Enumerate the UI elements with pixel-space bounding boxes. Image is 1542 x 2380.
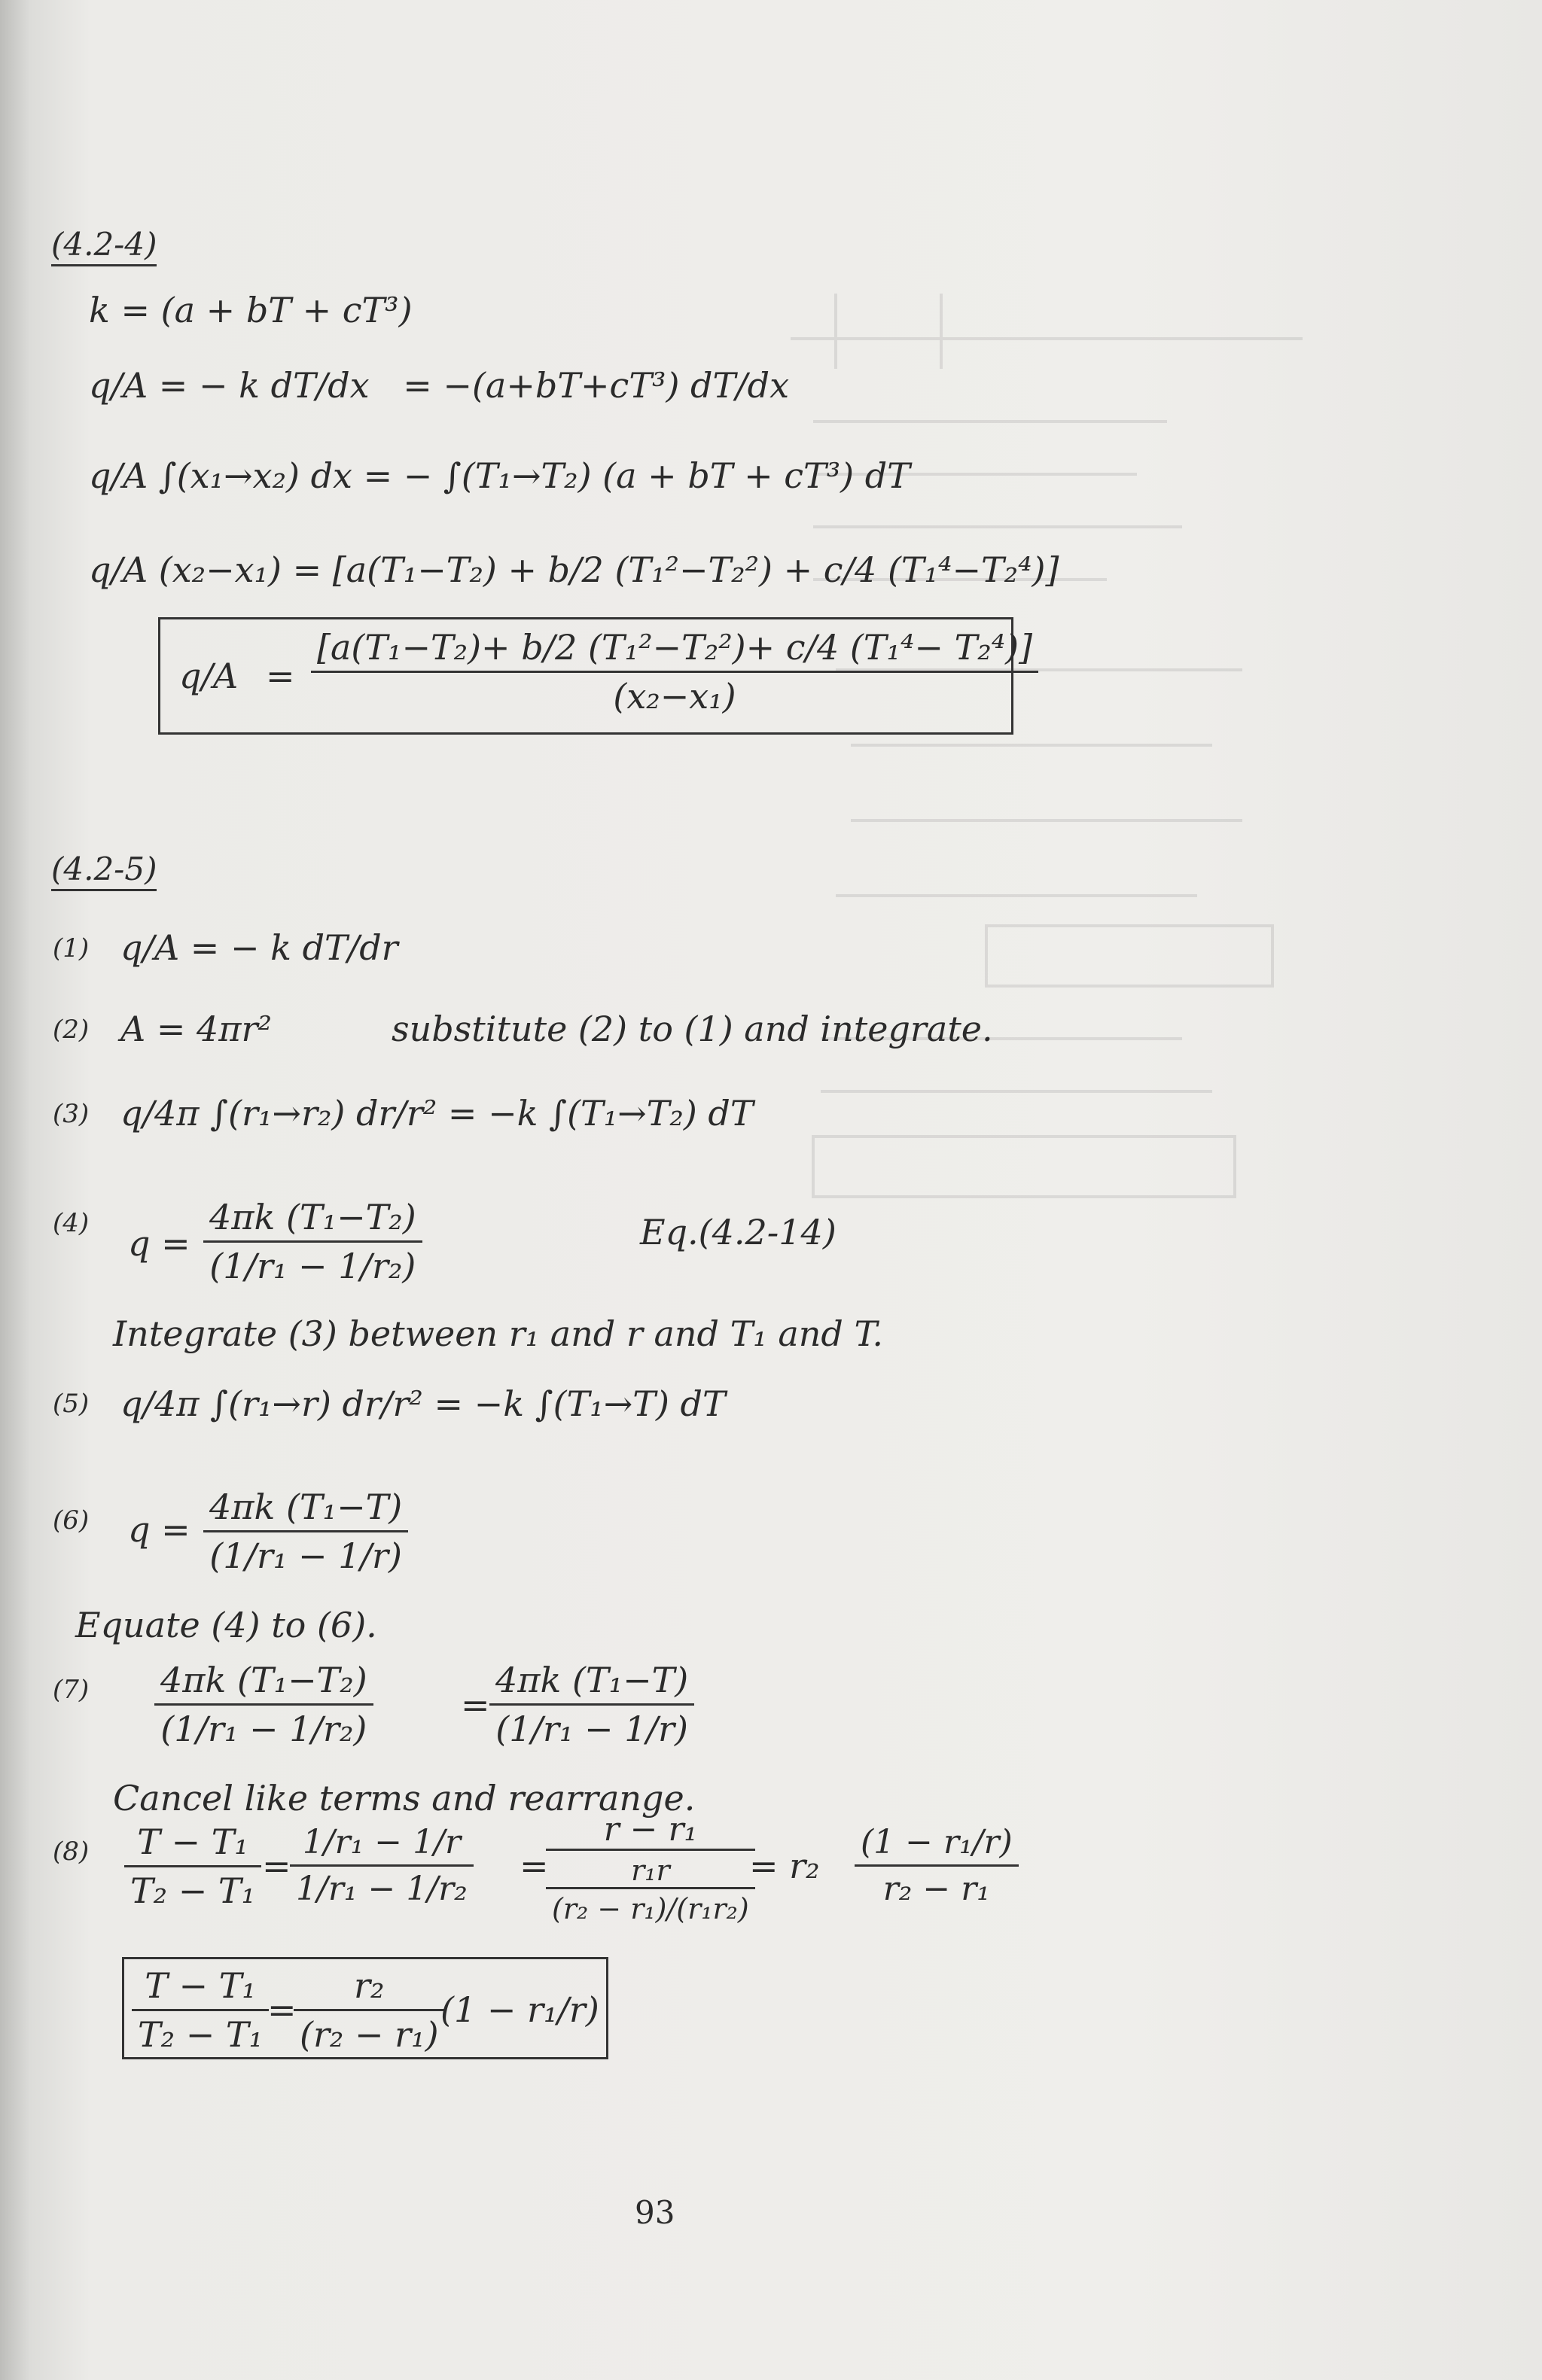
step-8-c-denominator: (r₂ − r₁)/(r₁r₂) xyxy=(546,1887,755,1925)
step-2-equation: A = 4πr² xyxy=(120,1009,272,1049)
step-number-1: (1) xyxy=(53,933,90,963)
integrated-equation: q/A (x₂−x₁) = [a(T₁−T₂) + b/2 (T₁²−T₂²) + c/4 (T₁⁴−T₂⁴)] xyxy=(89,549,1059,590)
step-8-a-denominator: T₂ − T₁ xyxy=(124,1865,261,1911)
step-number-2: (2) xyxy=(53,1015,90,1045)
boxed-result-4-2-5 xyxy=(122,1957,608,2059)
step-8-equals-1: = xyxy=(262,1846,291,1886)
boxed-left-denominator: T₂ − T₁ xyxy=(132,2009,269,2055)
fourier-law-lhs: q/A = − k dT/dx xyxy=(89,365,370,406)
step-3-equation: q/4π ∫(r₁→r₂) dr/r² = −k ∫(T₁→T₂) dT xyxy=(120,1093,754,1134)
boxed-right-denominator: (r₂ − r₁) xyxy=(294,2009,445,2055)
step-number-5: (5) xyxy=(53,1389,90,1419)
step-7-right-fraction xyxy=(489,1660,694,1749)
step-7-equals: = xyxy=(461,1685,490,1725)
boxed-right-fraction xyxy=(294,1965,445,2055)
boxed-left-fraction xyxy=(132,1965,269,2055)
fourier-law-rhs: = −(a+bT+cT³) dT/dx xyxy=(403,365,790,406)
step-7-right-denominator: (1/r₁ − 1/r) xyxy=(489,1703,694,1749)
step-7-note: Cancel like terms and rearrange. xyxy=(113,1778,696,1818)
integral-equation: q/A ∫(x₁→x₂) dx = − ∫(T₁→T₂) (a + bT + cT³) dT xyxy=(89,455,910,496)
step-4-reference: Eq.(4.2-14) xyxy=(640,1212,837,1252)
boxed-lhs: q/A xyxy=(179,656,239,696)
step-8-b-numerator: 1/r₁ − 1/r xyxy=(302,1823,461,1861)
step-8-b-denominator: 1/r₁ − 1/r₂ xyxy=(290,1864,474,1908)
equals-sign: = xyxy=(266,656,295,696)
step-4-note: Integrate (3) between r₁ and r and T₁ and T. xyxy=(113,1313,884,1354)
step-4-fraction xyxy=(203,1197,422,1286)
step-7-right-numerator: 4πk (T₁−T) xyxy=(495,1660,689,1700)
step-1-equation: q/A = − k dT/dr xyxy=(120,927,398,968)
step-8-c-numerator: r − r₁ xyxy=(603,1810,698,1849)
step-6-numerator: 4πk (T₁−T) xyxy=(209,1487,403,1527)
boxed-left-numerator: T − T₁ xyxy=(145,1965,256,2006)
boxed-numerator: [a(T₁−T₂)+ b/2 (T₁²−T₂²)+ c/4 (T₁⁴− T₂⁴)] xyxy=(317,627,1033,668)
step-6-q: q = xyxy=(128,1509,190,1550)
step-8-fraction-d xyxy=(855,1823,1019,1908)
step-6-denominator: (1/r₁ − 1/r) xyxy=(203,1530,408,1576)
step-8-fraction-b xyxy=(290,1823,474,1908)
boxed-tail: (1 − r₁/r) xyxy=(440,1989,599,2030)
step-7-left-numerator: 4πk (T₁−T₂) xyxy=(160,1660,367,1700)
step-6-fraction xyxy=(203,1487,408,1576)
step-number-4: (4) xyxy=(53,1208,90,1238)
problem-heading-4-2-5: (4.2-5) xyxy=(51,851,157,891)
step-8-c-mid: r₁r xyxy=(546,1849,755,1887)
step-number-8: (8) xyxy=(53,1837,90,1867)
step-8-d-numerator: (1 − r₁/r) xyxy=(861,1823,1013,1861)
boxed-result-4-2-4 xyxy=(158,617,1033,735)
step-8-d-prefix: = r₂ xyxy=(749,1846,820,1886)
fourier-law-equation xyxy=(89,365,789,406)
bleed-through-texture xyxy=(791,248,1318,1227)
step-number-6: (6) xyxy=(53,1505,90,1535)
step-4-denominator: (1/r₁ − 1/r₂) xyxy=(203,1240,422,1286)
boxed-fraction xyxy=(311,627,1038,717)
step-8-equals-2: = xyxy=(520,1846,549,1886)
boxed-right-numerator: r₂ xyxy=(354,1965,385,2006)
step-8-a-numerator: T − T₁ xyxy=(137,1822,248,1862)
boxed-denominator: (x₂−x₁) xyxy=(311,671,1038,717)
step-4-q: q = xyxy=(128,1223,190,1264)
step-4-numerator: 4πk (T₁−T₂) xyxy=(209,1197,416,1237)
problem-heading-4-2-4: (4.2-4) xyxy=(51,226,157,266)
step-7-left-fraction xyxy=(154,1660,373,1749)
step-5-equation: q/4π ∫(r₁→r) dr/r² = −k ∫(T₁→T) dT xyxy=(120,1383,726,1424)
step-8-fraction-c xyxy=(546,1810,755,1925)
conductivity-equation: k = (a + bT + cT³) xyxy=(89,290,413,330)
step-2-note: substitute (2) to (1) and integrate. xyxy=(392,1009,993,1049)
step-8-fraction-a xyxy=(124,1822,261,1911)
boxed-equals: = xyxy=(267,1989,297,2030)
step-8-d-denominator: r₂ − r₁ xyxy=(855,1864,1019,1908)
step-number-3: (3) xyxy=(53,1099,90,1129)
page-number: 93 xyxy=(635,2194,675,2231)
step-6-note: Equate (4) to (6). xyxy=(75,1605,377,1645)
step-7-left-denominator: (1/r₁ − 1/r₂) xyxy=(154,1703,373,1749)
step-number-7: (7) xyxy=(53,1675,90,1705)
